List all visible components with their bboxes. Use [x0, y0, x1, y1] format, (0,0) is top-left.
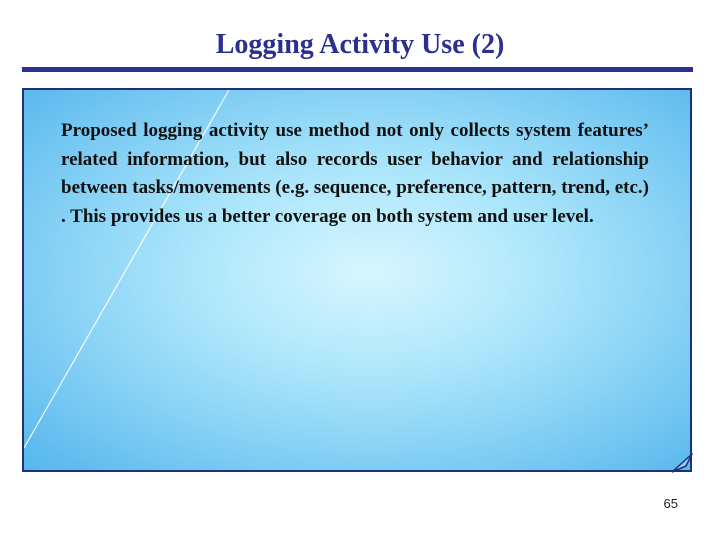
body-paragraph: Proposed logging activity use method not only collects system features’ related information, but also records user behavior and relationship between tasks/movements (e.g. sequence, preference, pattern, trend, etc.) . This provides us a better coverage on both system and user level.	[61, 120, 649, 227]
slide-title: Logging Activity Use (2)	[215, 29, 505, 60]
note-panel	[22, 88, 692, 472]
page-number: 65	[663, 496, 678, 511]
page-curl-icon	[672, 452, 696, 474]
title-divider	[22, 67, 693, 72]
